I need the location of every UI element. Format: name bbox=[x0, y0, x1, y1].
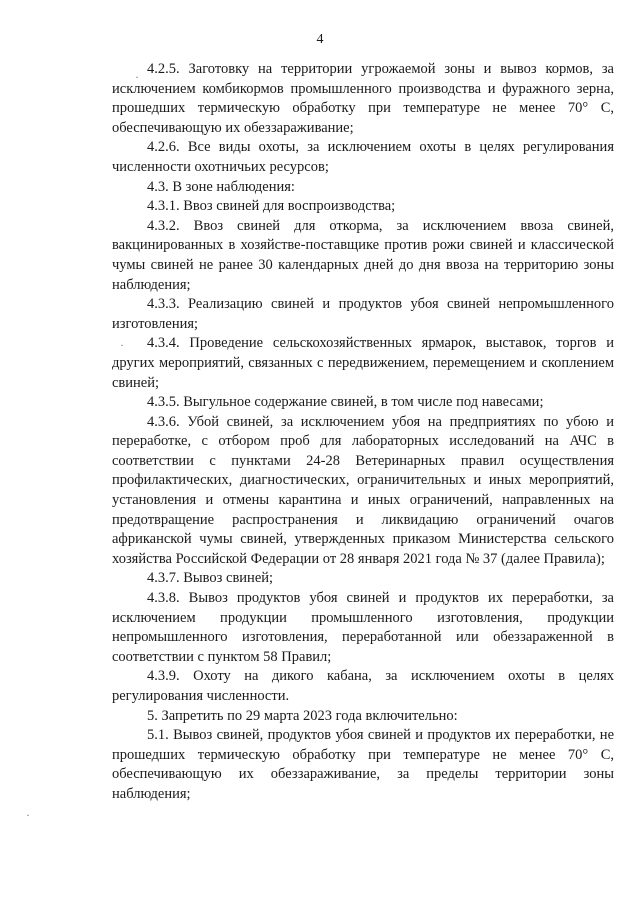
scan-mark: · bbox=[120, 338, 124, 352]
paragraph-4-3-1: 4.3.1. Ввоз свиней для воспроизводства; bbox=[147, 198, 396, 215]
page-number: 4 bbox=[316, 32, 324, 47]
paragraph-4-3-9: 4.3.9. Охоту на дикого кабана, за исключением охоты в целях регулирования численности. bbox=[112, 668, 614, 704]
paragraph-4-3-7: 4.3.7. Вывоз свиней; bbox=[147, 570, 274, 587]
paragraph-4-3: 4.3. В зоне наблюдения: bbox=[147, 178, 295, 195]
paragraph-4-3-4: 4.3.4. Проведение сельскохозяйственных ярмарок, выставок, торгов и других мероприятий, связанных с передвижением, перемещением и скоплением свиней; bbox=[112, 335, 614, 391]
scan-mark: · bbox=[26, 808, 30, 822]
scan-mark: · bbox=[135, 70, 139, 84]
paragraph-4-3-8: 4.3.8. Вывоз продуктов убоя свиней и продуктов их переработки, за исключением продукции промышленного изготовления, продукции непромышленного изготовления, переработанной или обеззараженной в соответствии с пунктом 58 Правил; bbox=[112, 590, 614, 665]
paragraph-5-1: 5.1. Вывоз свиней, продуктов убоя свиней и продуктов их переработки, не прошедших термическую обработку при температуре не менее 70° С, обеспечивающую их обеззараживание, за пределы территории зоны наблюдения; bbox=[112, 727, 614, 802]
paragraph-4-2-6: 4.2.6. Все виды охоты, за исключением охоты в целях регулирования численности охотничьих ресурсов; bbox=[112, 139, 614, 175]
paragraph-4-3-6: 4.3.6. Убой свиней, за исключением убоя на предприятиях по убою и переработке, с отбором проб для лабораторных исследований на АЧС в соответствии с пунктами 24-28 Ветеринарных правил осуществления профилактических, диагностических, ограничительных и иных мероприятий, установления и отмены карантина и иных ограничений, направленных на предотвращение распространения и ликвидацию ограничений очагов африканской чумы свиней, утвержденных приказом Министерства сельского хозяйства Российской Федерации от 28 января 2021 года № 37 (далее Правила); bbox=[112, 413, 614, 567]
document-body bbox=[112, 60, 614, 805]
paragraph-5: 5. Запретить по 29 марта 2023 года включительно: bbox=[147, 707, 458, 724]
paragraph-4-3-2: 4.3.2. Ввоз свиней для откорма, за исключением ввоза свиней, вакцинированных в хозяйстве-поставщике против рожи свиней и классической чумы свиней не ранее 30 календарных дней до дня ввоза на территорию зоны наблюдения; bbox=[112, 217, 614, 293]
paragraph-4-3-3: 4.3.3. Реализацию свиней и продуктов убоя свиней непромышленного изготовления; bbox=[112, 296, 614, 332]
paragraph-4-2-5: 4.2.5. Заготовку на территории угрожаемой зоны и вывоз кормов, за исключением комбикормов промышленного производства и фуражного зерна, прошедших термическую обработку при температуре не менее 70° С, обеспечивающую их обеззараживание; bbox=[112, 61, 614, 136]
paragraph-4-3-5: 4.3.5. Выгульное содержание свиней, в том числе под навесами; bbox=[147, 394, 544, 411]
